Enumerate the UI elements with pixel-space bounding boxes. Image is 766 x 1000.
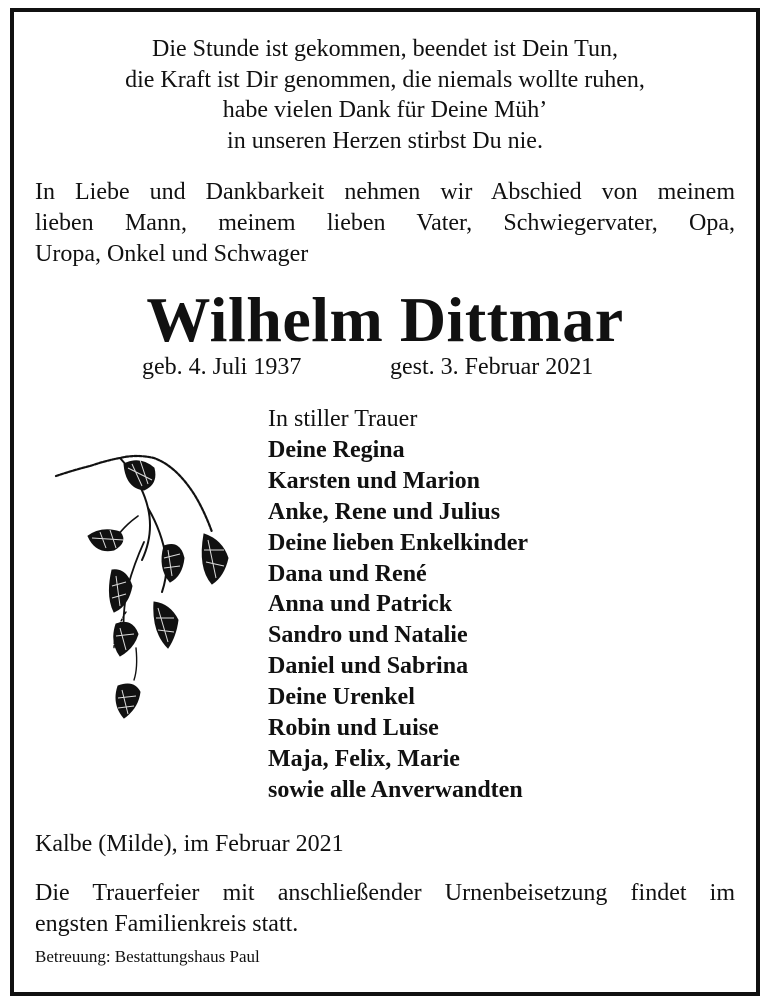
farewell-line: Uropa, Onkel und Schwager: [35, 241, 309, 267]
mourners-list: [268, 404, 728, 806]
birch-branch-icon: [54, 442, 230, 722]
poem-line: in unseren Herzen stirbst Du nie.: [227, 127, 543, 154]
mourners-heading: In stiller Trauer: [268, 406, 418, 432]
farewell-line: In Liebe und Dankbarkeit nehmen wir Abschied von meinem: [35, 179, 735, 205]
mourner-entry: sowie alle Anverwandten: [268, 776, 523, 803]
deceased-name: Wilhelm Dittmar: [146, 284, 624, 355]
birth-date: geb. 4. Juli 1937: [142, 354, 302, 380]
mourner-entry: Deine Regina: [268, 436, 405, 463]
memorial-poem: [14, 34, 756, 156]
mourner-entry: Dana und René: [268, 560, 427, 587]
mourner-entry: Karsten und Marion: [268, 467, 481, 494]
obituary-notice: [10, 8, 760, 996]
farewell-line: lieben Mann, meinem lieben Vater, Schwiegervater, Opa,: [35, 210, 735, 236]
death-date: gest. 3. Februar 2021: [390, 354, 594, 380]
farewell-text: [35, 177, 735, 270]
mourner-entry: Robin und Luise: [268, 715, 439, 742]
place-and-date: Kalbe (Milde), im Februar 2021: [35, 831, 344, 857]
mourner-entry: Daniel und Sabrina: [268, 653, 469, 680]
mourner-entry: Deine Urenkel: [268, 684, 415, 711]
service-line: engsten Familienkreis statt.: [35, 911, 299, 937]
funeral-home-credit: Betreuung: Bestattungshaus Paul: [35, 947, 260, 966]
mourner-entry: Anke, Rene und Julius: [268, 498, 501, 525]
mourner-entry: Anna und Patrick: [268, 591, 453, 618]
poem-line: die Kraft ist Dir genommen, die niemals wollte ruhen,: [125, 66, 645, 93]
mourner-entry: Sandro und Natalie: [268, 622, 468, 649]
mourner-entry: Deine lieben Enkelkinder: [268, 529, 529, 556]
service-line: Die Trauerfeier mit anschließender Urnenbeisetzung findet im: [35, 880, 735, 906]
funeral-service-note: [35, 878, 735, 940]
mourner-entry: Maja, Felix, Marie: [268, 745, 460, 772]
poem-line: Die Stunde ist gekommen, beendet ist Dein Tun,: [152, 36, 618, 62]
poem-line: habe vielen Dank für Deine Müh’: [222, 97, 548, 123]
